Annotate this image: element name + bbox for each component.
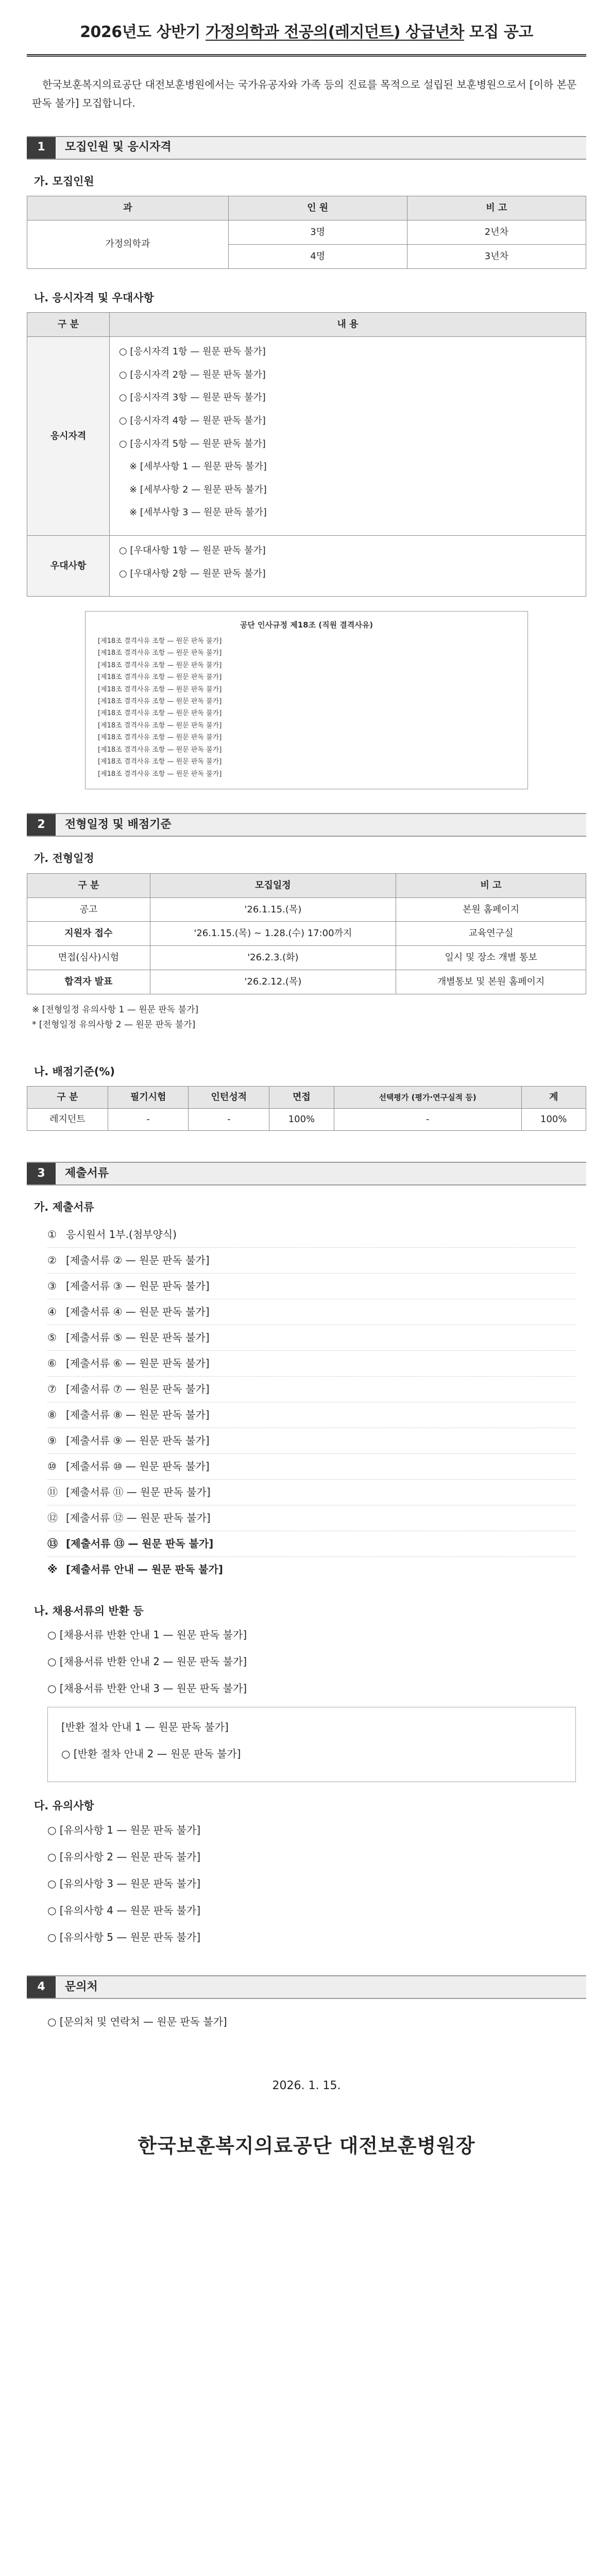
qual-label-preference: 우대사항 [27,535,110,596]
list-item: [제18조 결격사유 조항 — 원문 판독 불가] [98,685,222,693]
list-item [47,1402,576,1428]
doc-number: ⑬ [47,1537,58,1550]
list-item [47,1222,576,1248]
table-row [27,220,586,244]
list-item: ○ [유의사항 1 — 원문 판독 불가] [47,1823,201,1836]
section-number: 3 [27,1163,56,1184]
doc-number: ⑤ [47,1331,57,1344]
doc-number: ⑩ [47,1460,57,1472]
scoring-optional: - [334,1109,521,1131]
return-subheading: 나. 채용서류의 반환 등 [34,1604,144,1617]
schedule-date: '26.2.3.(화) [150,946,396,970]
documents-subheading: 가. 제출서류 [34,1201,94,1214]
doc-number: ① [47,1228,57,1241]
section-title: 제출서류 [65,1167,109,1180]
recruit-count: 4명 [228,244,407,268]
table-row [27,897,586,922]
title-prefix: 2026년도 상반기 [80,23,206,41]
schedule-date: '26.1.15.(목) ~ 1.28.(수) 17:00까지 [150,922,396,946]
recruit-table [27,196,586,269]
list-item: ○ [유의사항 2 — 원문 판독 불가] [47,1850,201,1863]
cautions-subheading: 다. 유의사항 [34,1800,94,1812]
doc-text: 응시원서 1부.(첨부양식) [66,1228,177,1241]
qual-header-content: 내 용 [110,313,586,337]
list-item: ○ [응시자격 5항 — 원문 판독 불가] [119,438,266,449]
scoring-header: 선택평가 (평가·연구실적 등) [334,1087,521,1109]
doc-text: [제출서류 ⑪ — 원문 판독 불가] [66,1485,211,1498]
scoring-label: 레지던트 [27,1109,108,1131]
list-item: ○ [채용서류 반환 안내 2 — 원문 판독 불가] [47,1655,247,1668]
list-item: [제18조 결격사유 조항 — 원문 판독 불가] [98,709,222,718]
qual-label-eligibility: 응시자격 [27,337,110,536]
title-highlight: 가정의학과 전공의(레지던트) 상급년차 [205,23,464,41]
section-title: 모집인원 및 응시자격 [65,141,172,154]
table-row [27,535,586,596]
schedule-subheading: 가. 전형일정 [34,852,94,865]
doc-number: ⑨ [47,1434,57,1447]
list-item: [제18조 결격사유 조항 — 원문 판독 불가] [98,734,222,742]
list-item: [제18조 결격사유 조항 — 원문 판독 불가] [98,721,222,730]
schedule-label: 합격자 발표 [27,970,150,994]
list-item: ○ [응시자격 2항 — 원문 판독 불가] [119,369,266,380]
table-row [27,946,586,970]
list-item: [제18조 결격사유 조항 — 원문 판독 불가] [98,758,222,766]
issuer-name: 한국보훈복지의료공단 대전보훈병원장 [138,2134,475,2157]
list-item [47,1377,576,1402]
contact-info: ○ [문의처 및 연락처 — 원문 판독 불가] [47,2015,227,2028]
list-item [47,1325,576,1351]
list-item: ○ [채용서류 반환 안내 1 — 원문 판독 불가] [47,1629,247,1641]
list-item: [반환 절차 안내 1 — 원문 판독 불가] [61,1721,229,1734]
doc-text: [제출서류 ⑥ — 원문 판독 불가] [66,1357,210,1369]
list-item: ○ [유의사항 5 — 원문 판독 불가] [47,1930,201,1943]
list-item: ○ [채용서류 반환 안내 3 — 원문 판독 불가] [47,1682,247,1695]
scoring-header: 계 [521,1087,586,1109]
table-row [27,1109,586,1131]
doc-text: [제출서류 ⑤ — 원문 판독 불가] [66,1331,210,1344]
doc-text: [제출서류 ⑦ — 원문 판독 불가] [66,1382,210,1395]
scoring-interview: 100% [269,1109,334,1131]
list-item: * [전형일정 유의사항 2 — 원문 판독 불가] [32,1019,196,1030]
list-item: ※ [세부사항 3 — 원문 판독 불가] [129,507,267,518]
doc-text: [제출서류 ③ — 원문 판독 불가] [66,1279,210,1292]
doc-number: ⑦ [47,1382,57,1395]
doc-number: ④ [47,1305,57,1318]
list-item [47,1351,576,1377]
list-item: ○ [응시자격 4항 — 원문 판독 불가] [119,415,266,426]
schedule-notes [32,1003,581,1032]
doc-number: ⑫ [47,1511,58,1524]
table-row [27,970,586,994]
list-item: ○ [응시자격 1항 — 원문 판독 불가] [119,346,266,358]
scoring-header: 구 분 [27,1087,108,1109]
title-suffix: 모집 공고 [464,23,533,41]
doc-text: [제출서류 ④ — 원문 판독 불가] [66,1305,210,1318]
notice-title [27,21,586,57]
qualification-subheading: 나. 응시자격 및 우대사항 [34,291,154,304]
scoring-header: 인턴성적 [189,1087,269,1109]
schedule-table [27,873,586,994]
recruit-header-note: 비 고 [407,196,586,221]
list-item: ○ [유의사항 3 — 원문 판독 불가] [47,1877,201,1890]
list-item: [제18조 결격사유 조항 — 원문 판독 불가] [98,673,222,682]
recruit-header-dept: 과 [27,196,229,221]
doc-number: ② [47,1253,57,1266]
list-item: [제18조 결격사유 조항 — 원문 판독 불가] [98,770,222,778]
schedule-header-note: 비 고 [396,873,586,897]
doc-number: ③ [47,1279,57,1292]
doc-text: [제출서류 안내 — 원문 판독 불가] [66,1563,223,1575]
doc-text: [제출서류 ⑧ — 원문 판독 불가] [66,1408,210,1421]
scoring-intern: - [189,1109,269,1131]
list-item [47,1299,576,1325]
section-number: 2 [27,814,56,836]
table-row [27,337,586,536]
list-item [47,1454,576,1480]
section-header-contact [27,1975,586,1999]
doc-text: [제출서류 ⑩ — 원문 판독 불가] [66,1460,210,1472]
notice-date: 2026. 1. 15. [272,2079,341,2092]
doc-number: ⑪ [47,1485,58,1498]
schedule-note: 본원 홈페이지 [396,897,586,922]
section-title: 전형일정 및 배점기준 [65,818,172,832]
recruit-subheading: 가. 모집인원 [34,175,94,188]
intro-paragraph: 한국보훈복지의료공단 대전보훈병원에서는 국가유공자와 가족 등의 진료를 목적으로 설립된 보훈병원으로서 [이하 본문 판독 불가] 모집합니다. [32,78,577,109]
section-header-schedule [27,813,586,837]
scoring-header: 면접 [269,1087,334,1109]
list-item: ○ [반환 절차 안내 2 — 원문 판독 불가] [61,1748,241,1760]
list-item: ※ [전형일정 유의사항 1 — 원문 판독 불가] [32,1005,199,1015]
scoring-subheading: 나. 배점기준(%) [34,1065,115,1078]
qual-eligibility-content [110,337,586,536]
doc-text: [제출서류 ② — 원문 판독 불가] [66,1253,210,1266]
doc-number: ※ [47,1563,58,1575]
recruit-department: 가정의학과 [27,220,229,268]
section-header-documents [27,1162,586,1185]
scoring-written: - [108,1109,189,1131]
return-policy-list [47,1625,576,1698]
list-item: ○ [우대사항 2항 — 원문 판독 불가] [119,568,266,579]
list-item: [제18조 결격사유 조항 — 원문 판독 불가] [98,661,222,669]
disqualification-title: 공단 인사규정 제18조 (직원 결격사유) [240,620,373,630]
recruit-count: 3명 [228,220,407,244]
schedule-header-date: 모집일정 [150,873,396,897]
schedule-date: '26.2.12.(목) [150,970,396,994]
section-number: 1 [27,137,56,159]
list-item [47,1274,576,1299]
list-item [47,1557,576,1582]
list-item: ※ [세부사항 2 — 원문 판독 불가] [129,484,267,495]
qualification-table [27,312,586,597]
section-title: 문의처 [65,1980,98,1993]
section-number: 4 [27,1976,56,1998]
list-item: [제18조 결격사유 조항 — 원문 판독 불가] [98,649,222,657]
list-item [47,1505,576,1531]
schedule-note: 일시 및 장소 개별 통보 [396,946,586,970]
list-item [47,1480,576,1505]
schedule-label: 공고 [27,897,150,922]
table-row [27,922,586,946]
list-item: [제18조 결격사유 조항 — 원문 판독 불가] [98,698,222,706]
scoring-header: 필기시험 [108,1087,189,1109]
doc-text: [제출서류 ⑨ — 원문 판독 불가] [66,1434,210,1447]
schedule-label: 지원자 접수 [27,922,150,946]
schedule-note: 개별통보 및 본원 홈페이지 [396,970,586,994]
section-header-recruitment [27,136,586,160]
list-item: ○ [응시자격 3항 — 원문 판독 불가] [119,392,266,403]
recruit-header-count: 인 원 [228,196,407,221]
qual-header-type: 구 분 [27,313,110,337]
schedule-header-type: 구 분 [27,873,150,897]
recruit-note: 3년차 [407,244,586,268]
list-item: ○ [유의사항 4 — 원문 판독 불가] [47,1904,201,1917]
doc-number: ⑥ [47,1357,57,1369]
return-procedure-box [47,1707,576,1782]
doc-text: [제출서류 ⑫ — 원문 판독 불가] [66,1511,211,1524]
scoring-total: 100% [521,1109,586,1131]
list-item: [제18조 결격사유 조항 — 원문 판독 불가] [98,745,222,754]
schedule-label: 면접(심사)시험 [27,946,150,970]
list-item: [제18조 결격사유 조항 — 원문 판독 불가] [98,637,222,645]
qual-preference-content [110,535,586,596]
doc-text: [제출서류 ⑬ — 원문 판독 불가] [66,1537,214,1550]
schedule-date: '26.1.15.(목) [150,897,396,922]
list-item [47,1248,576,1274]
scoring-table [27,1086,586,1131]
disqualification-box [85,611,528,789]
schedule-note: 교육연구실 [396,922,586,946]
documents-list [47,1222,576,1582]
list-item: ※ [세부사항 1 — 원문 판독 불가] [129,461,267,472]
doc-number: ⑧ [47,1408,57,1421]
list-item [47,1531,576,1557]
recruit-note: 2년차 [407,220,586,244]
cautions-list [47,1821,576,1946]
list-item [47,1428,576,1454]
list-item: ○ [우대사항 1항 — 원문 판독 불가] [119,545,266,556]
